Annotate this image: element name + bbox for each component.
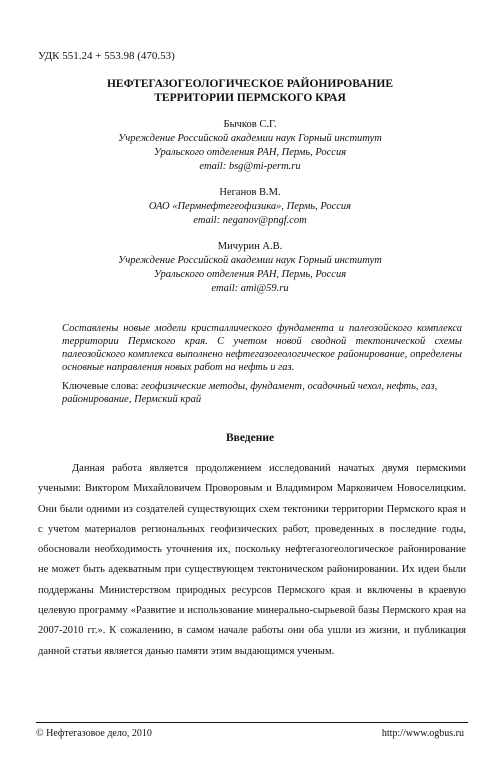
section-title: Введение [225, 432, 275, 444]
keywords-label: Ключевые слова: [62, 381, 139, 392]
author-name: Бычков С.Г. [223, 119, 277, 130]
intro-paragraph: Данная работа является продолжением исследований начатых двумя пермскими учеными: Виктором Михайловичем Проворовым и Владимиром Марковичем Новоселицким. Они были одними из создателей существующих схем тектоники территории Пермского края и с учетом материалов региональных геофизических работ, проведенных в последние годы, обосновали необходимость уточнения их, поскольку нефтегазогеологическое районирование не может быть адекватным при существующем тектоническом районировании. Их идеи были поддержаны Министерством природных ресурсов Пермского края и включены в краевую целевую программу «Развитие и использование минерально-сырьевой базы Пермского края на 2007-2010 гг.». К сожалению, в самом начале работы они оба ушли из жизни, и публикация данной статьи является данью памяти этим выдающимся ученым. [38, 463, 466, 657]
author-affiliation: Уральского отделения РАН, Пермь, Россия [153, 147, 347, 158]
title-line-2: ТЕРРИТОРИИ ПЕРМСКОГО КРАЯ [154, 92, 346, 104]
footer-divider [36, 722, 468, 723]
author-affiliation: Уральского отделения РАН, Пермь, Россия [153, 269, 347, 280]
footer-url: http://www.ogbus.ru [381, 728, 464, 739]
author-affiliation: Учреждение Российской академии наук Горный институт [118, 255, 382, 266]
keywords [62, 380, 462, 406]
author-email: email: neganov@pngf.com [193, 215, 307, 226]
author-email: email: bsg@mi-perm.ru [199, 161, 301, 172]
footer-copyright: © Нефтегазовое дело, 2010 [36, 728, 152, 739]
author-affiliation: ОАО «Пермнефтегеофизика», Пермь, Россия [148, 201, 352, 212]
article-title [0, 77, 500, 105]
abstract: Составлены новые модели кристаллического фундамента и палеозойского комплекса территории Пермского края. С учетом новой сводной тектонической схемы палеозойского комплекса выполнено нефтегазогеологическое районирование, определены основные направления новых работ на нефть и газ. [62, 323, 462, 373]
author-block-2 [60, 186, 440, 228]
title-line-1: НЕФТЕГАЗОГЕОЛОГИЧЕСКОЕ РАЙОНИРОВАНИЕ [106, 78, 394, 90]
keywords-values: геофизические методы, фундамент, осадочный чехол, нефть, газ, районирование, Пермский край [62, 381, 438, 405]
author-name: Мичурин А.В. [217, 241, 283, 252]
udc-code: УДК 551.24 + 553.98 (470.53) [38, 50, 175, 62]
author-name: Неганов В.М. [219, 187, 281, 198]
author-email: email: ami@59.ru [211, 283, 289, 294]
author-block-1 [60, 118, 440, 174]
author-affiliation: Учреждение Российской академии наук Горный институт [118, 133, 382, 144]
author-block-3 [60, 240, 440, 296]
